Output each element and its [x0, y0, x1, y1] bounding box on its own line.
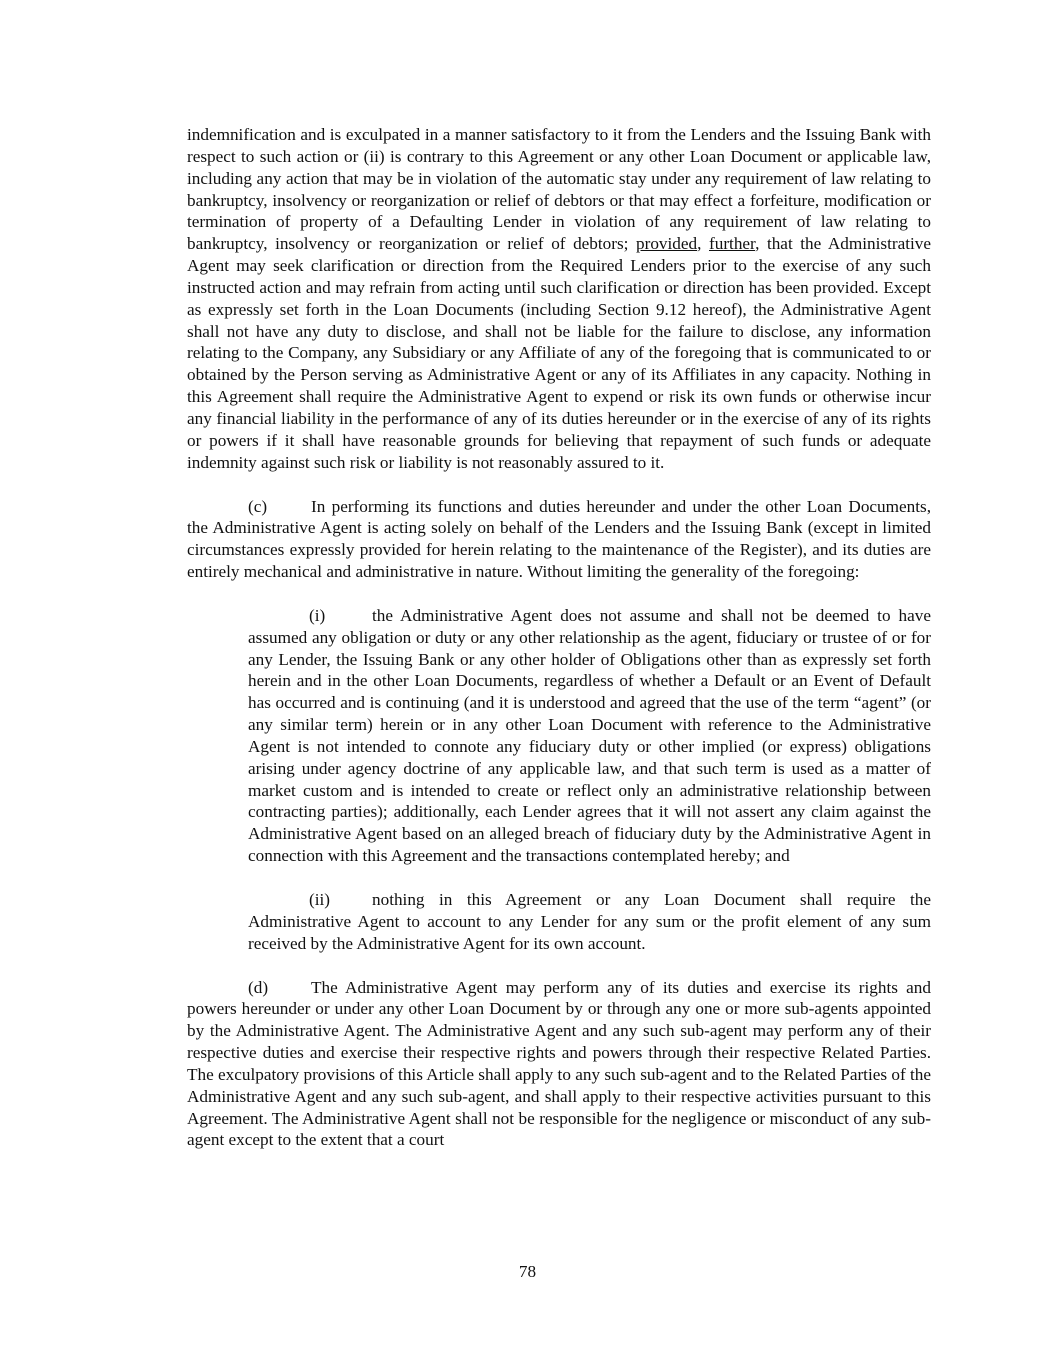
paragraph-continued: [187, 124, 931, 474]
subparagraph-ii-text: nothing in this Agreement or any Loan Document shall require the Administrative Agent to account to any Lender for any sum or the profit element of any sum received by the Administrative Agent for its own account.: [248, 890, 931, 953]
paragraph-c: [187, 496, 931, 583]
further-term: further: [709, 234, 756, 254]
subparagraph-label-i: (i): [309, 605, 326, 625]
provided-term: provided: [636, 234, 698, 254]
paragraph-label-c: (c): [248, 496, 268, 516]
paragraph-c-text: In performing its functions and duties hereunder and under the other Loan Documents, the Administrative Agent is acting solely on behalf of the Lenders and the Issuing Bank (except in limited circumstances expressly provided for herein relating to the maintenance of the Register), and its duties are entirely mechanical and administrative in nature. Without limiting the generality of the foregoing:: [187, 496, 931, 582]
subparagraph-ii: [248, 889, 931, 955]
paragraph-text: indemnification and is exculpated in a manner satisfactory to it from the Lenders and the Issuing Bank with respect to such action or (ii) is contrary to this Agreement or any other Loan Document or applicable law, including any action that may be in violation of the automatic stay under any requirement of law relating to bankruptcy, insolvency or reorganization or relief of debtors or that may effect a forfeiture, modification or termination of property of a Defaulting Lender in violation of any requirement of law relating to bankruptcy, insolvency or reorganization or relief of debtors;: [187, 125, 931, 254]
paragraph-d-text: The Administrative Agent may perform any of its duties and exercise its rights and powers hereunder or under any other Loan Document by or through any one or more sub-agents appointed by the Administrative Agent. The Administrative Agent and any such sub-agent may perform any of their respective duties and exercise their respective rights and powers through their respective Related Parties. The exculpatory provisions of this Article shall apply to any such sub-agent and to the Related Parties of the Administrative Agent and any such sub-agent, and shall apply to their respective activities pursuant to this Agreement. The Administrative Agent shall not be responsible for the negligence or misconduct of any sub-agent except to the extent that a court: [187, 977, 931, 1150]
paragraph-label-d: (d): [248, 977, 269, 997]
separator: ,: [697, 234, 709, 254]
paragraph-text: , that the Administrative Agent may seek clarification or direction from the Required Lenders prior to the exercise of any such instructed action and may refrain from acting until such clarification or direction has been provided. Except as expressly set forth in the Loan Documents (including Section 9.12 hereof), the Administrative Agent shall not have any duty to disclose, and shall not be liable for the failure to disclose, any information relating to the Company, any Subsidiary or any Affiliate of any of the foregoing that is communicated to or obtained by the Person serving as Administrative Agent or any of its Affiliates in any capacity. Nothing in this Agreement shall require the Administrative Agent to expend or risk its own funds or otherwise incur any financial liability in the performance of any of its duties hereunder or in the exercise of any of its rights or powers if it shall have reasonable grounds for believing that repayment of such funds or adequate indemnity against such risk or liability is not reasonably assured to it.: [187, 234, 932, 472]
subparagraph-i: [248, 605, 931, 867]
document-page: [187, 124, 931, 1151]
page-number: 78: [518, 1262, 537, 1281]
subparagraph-i-text: the Administrative Agent does not assume and shall not be deemed to have assumed any obligation or duty or any other relationship as the agent, fiduciary or trustee of or for any Lender, the Issuing Bank or any other holder of Obligations other than as expressly set forth herein and in the other Loan Documents, regardless of whether a Default or an Event of Default has occurred and is continuing (and it is understood and agreed that the use of the term “agent” (or any similar term) herein or in any other Loan Document with reference to the Administrative Agent is not intended to connote any fiduciary duty or other implied (or express) obligations arising under agency doctrine of any applicable law, and that such term is used as a matter of market custom and is intended to create or reflect only an administrative relationship between contracting parties); additionally, each Lender agrees that it will not assert any claim against the Administrative Agent based on an alleged breach of fiduciary duty by the Administrative Agent in connection with this Agreement and the transactions contemplated hereby; and: [248, 605, 931, 866]
subparagraph-label-ii: (ii): [309, 890, 330, 909]
paragraph-d: [187, 977, 931, 1152]
